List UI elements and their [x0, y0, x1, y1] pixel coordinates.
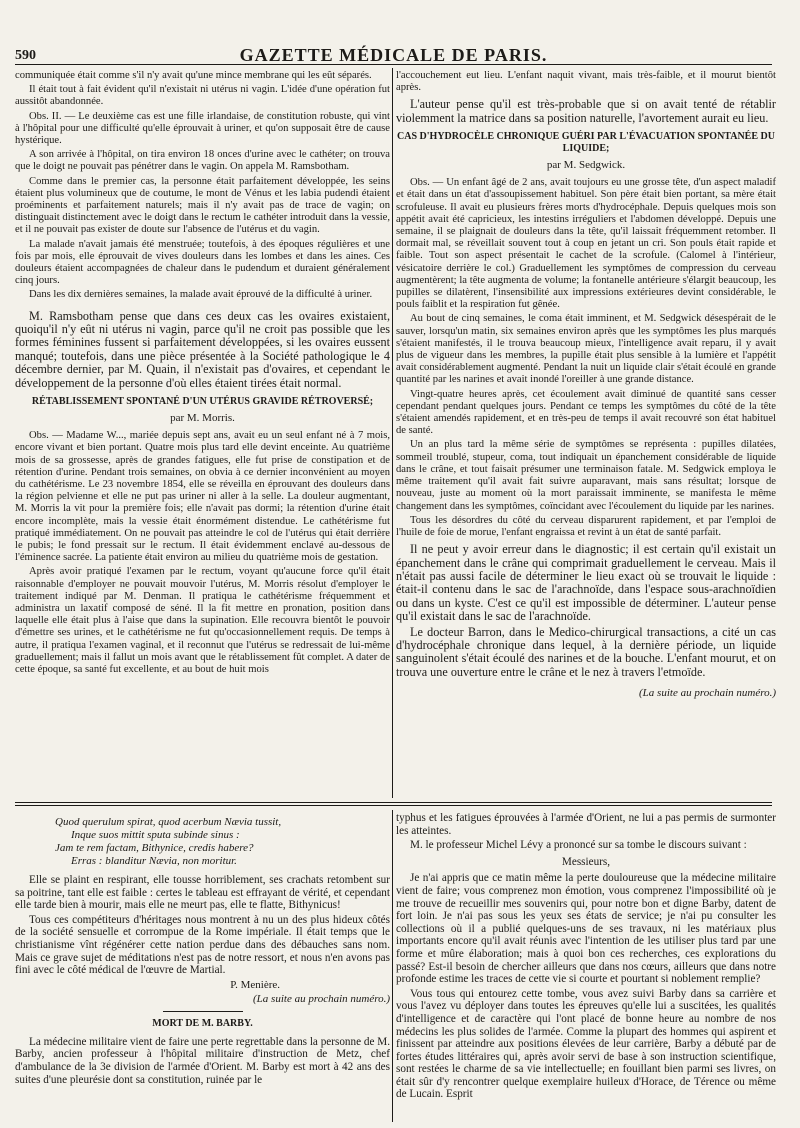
feuilleton-rule — [15, 805, 772, 806]
paragraph: Un an plus tard la même série de symptômes se représenta : pupilles dilatées, sommeil troublé, stupeur, coma, tout indiquait un épanchement considérable de liquide dans le crâne, et tout faisait présumer une terminaison fatale. M. Sedgwick employa le même traitement qu'il avait fait suivre auparavant, mais sans résultat; lorsque de nouveau, juste au moment où la mort paraissait imminente, se manifesta le même changement dans les symptômes, coïncidant avec l'écoulement du liquide par les narines. — [396, 439, 776, 512]
paragraph: Obs. — Madame W..., mariée depuis sept ans, avait eu un seul enfant né à 7 mois, encore vivant et bien portant. Quatre mois plus tard elle devint enceinte. Au quatrième mois de sa grossesse, après de grandes fatigues, elle fut prise de constipation et de rétention d'urine. Pendant trois semaines, on obvia à ce dernier inconvénient au moyen du cathétérisme. Le 23 novembre 1854, elle se réveilla en éprouvant des douleurs dans la région pelvienne et elle ne put pas uriner ni aller à la selle. La douleur augmentant, M. Morris la vit pour la première fois; elle n'avait pas dormi; la rétention d'urine était encore incomplète, mais la vessie était énormément distendue. Le cathétérisme fut pratiqué immédiatement. On ne pouvait pas atteindre le col de l'utérus qui était derrière le pubis; le fond pressait sur le rectum. Il était évidemment enclavé au-dessous de l'éminence sacrée. La patiente était environ au milieu du quatrième mois de gestation. — [15, 430, 390, 564]
paragraph: M. le professeur Michel Lévy a prononcé sur sa tombe le discours suivant : — [410, 839, 747, 852]
paragraph: l'accouchement eut lieu. L'enfant naquit vivant, mais très-faible, et il mourut bientôt après. — [396, 70, 776, 94]
feuilleton-rule — [15, 802, 772, 803]
continued-note: (La suite au prochain numéro.) — [639, 687, 776, 700]
paragraph: Obs. II. — Le deuxième cas est une fille irlandaise, de constitution robuste, qui vint à l'hôpital pour une difficulté qu'elle éprouvait à uriner, et qu'on supposait être de cause hystérique. — [15, 110, 390, 147]
column-divider-top — [392, 68, 393, 798]
paragraph: Vingt-quatre heures après, cet écoulement avait diminué de quantité sans cesser cependant pendant quelques jours. Pendant ce temps les symptômes du côté de la tête s'étaient amendés rapidement, et en très-peu de temps il avait recouvré son état habituel de santé. — [396, 388, 776, 437]
paragraph: Elle se plaint en respirant, elle tousse horriblement, ses crachats retombent sur sa poitrine, tant elle est faible : certes le tableau est effrayant de vérité, et cependant elle tarde bien à mourir, mais elle ne meurt pas, elle te flatte, Bithynicus! — [15, 874, 390, 912]
paragraph: La médecine militaire vient de faire une perte regrettable dans la personne de M. Barby, ancien professeur à l'hôpital militaire d'instruction de Metz, chef d'ambulance de la 3e division de l'armée d'Orient. M. Barby est mort à 42 ans des suites d'une pleurésie dont sa constitution, ruinée par le — [15, 1035, 390, 1086]
paragraph: Tous ces compétiteurs d'héritages nous montrent à nu un des plus hideux côtés de la société sensuelle et corrompue de la Rome impériale. Il était temps que le christianisme vînt régénérer cette nation perdue dans des débauches sans nom. Mais ce grave sujet de méditations n'est pas de notre ressort, et nous n'en avons pas fini avec le côté médical de l'œuvre de Martial. — [15, 913, 390, 977]
paragraph: Je n'ai appris que ce matin même la perte douloureuse que la médecine militaire vient de faire; vous comprenez mon émotion, vous comprenez l'impossibilité où je me trouve de recueillir mes souvenirs qui, pour notre bon et digne Barby, datent de fort loin. Je n'ai pas sous les yeux ses états de service; je n'ai pu consulter les collections où il a publié quelques-uns de ses travaux, ni les matériaux plus importants encore qu'il avait réunis avec l'intention de les utiliser plus tard par une forme et mûre élaboration; mais à quoi bon ces recherches, ces explorations du passé? Est-il besoin de chercher ailleurs que dans nos cœurs, ailleurs que dans notre profonde estime les traces de cette vie si courte et pourtant si noblement remplie? — [396, 872, 776, 986]
header-rule — [15, 64, 772, 65]
column-divider-bottom — [392, 810, 393, 1122]
article-title: CAS D'HYDROCÈLE CHRONIQUE GUÉRI PAR L'ÉVACUATION SPONTANÉE DU LIQUIDE; — [397, 131, 775, 155]
paragraph: Après avoir pratiqué l'examen par le rectum, voyant qu'aucune force qu'il était raisonnable d'employer ne pouvait mouvoir l'utérus, M. Morris résolut d'employer le traitement indiqué par M. Denman. Il pratiqua le cathétérisme fréquemment et administra un laxatif composé de séné. Il la fit mettre en pronation, position dans laquelle elle était plus à l'aise que dans la supination. Elle recouvra bientôt le pouvoir d'émettre ses urines, et le cathétérisme ne fut qu'occasionnellement requis. De temps à autre, il pratiqua l'examen vaginal, et il reconnut que l'utérus se redressait de lui-même graduellement; mais il fallut un mois avant que le rétablissement fût complet. A dater de cette époque, sa santé fut excellente, et au bout de huit mois — [15, 566, 390, 675]
paragraph: Dans les dix dernières semaines, la malade avait éprouvé de la difficulté à uriner. — [29, 289, 373, 301]
page-header — [15, 30, 772, 64]
feuilleton-right — [396, 812, 776, 1124]
obituary-title: MORT DE M. BARBY. — [152, 1017, 253, 1029]
paragraph: Il était tout à fait évident qu'il n'existait ni utérus ni vagin. L'idée d'une opération fut aussitôt abandonnée. — [15, 84, 390, 108]
paragraph: Obs. — Un enfant âgé de 2 ans, avait toujours eu une grosse tête, d'un aspect maladif et était dans un état d'assoupissement habituel. Son père était bien portant, sa mère était scrofuleuse. Il avait eu plusieurs frères morts d'hydrocéphale. Depuis quelques mois son appétit avait été capricieux, les intestins irréguliers et l'abdomen développé. Depuis une semaine, il se plaignait de douleurs dans la tête, qu'il laissait fréquemment retomber. Il dormait mal, se réveillait souvent tout à coup en jetant un cri. Son pouls était rapide et faible. Tout son aspect présentait le cachet de la scrofule. (Calomel à l'intérieur, vésicatoire derrière le col.) Graduellement les symptômes de compression du cerveau augmentèrent; la tête augmenta de volume; la fontanelle antérieure s'élargit beaucoup, les pupilles se dilatèrent, l'insensibilité aux impressions extérieures devint considérable, le pouls faiblit et la respiration fut gênée. — [396, 177, 776, 311]
divider — [163, 1011, 243, 1012]
paragraph: typhus et les fatigues éprouvées à l'armée d'Orient, ne lui a pas permis de surmonter les atteintes. — [396, 812, 776, 837]
salutation: Messieurs, — [561, 855, 611, 868]
left-column — [15, 70, 390, 798]
paragraph: Comme dans le premier cas, la personne était parfaitement développée, les seins étaient plus volumineux que de coutume, le mont de Vénus et les labia pudendi étaient proéminents et parfaitement naturels; mais il n'y avait pas de trace de vagin; on distinguait distinctement avec le doigt dans le rectum le cathéter introduit dans la vessie, et il ne pouvait pas exister de doute sur l'absence de l'utérus et du vagin. — [15, 175, 390, 236]
article-title: RÉTABLISSEMENT SPONTANÉ D'UN UTÉRUS GRAVIDE RÉTROVERSÉ; — [31, 396, 374, 408]
feuilleton-left — [15, 812, 390, 1124]
paragraph: communiquée était comme s'il n'y avait qu'une mince membrane qui les eût séparés. — [15, 70, 372, 81]
right-column — [396, 70, 776, 798]
page-number: 590 — [15, 48, 36, 63]
article-author: par M. Morris. — [170, 412, 235, 425]
article-author: par M. Sedgwick. — [546, 159, 626, 172]
paragraph-large: L'auteur pense qu'il est très-probable que si on avait tenté de rétablir violemment la matrice dans sa position naturelle, l'avortement aurait eu lieu. — [396, 97, 776, 125]
paragraph-large: Le docteur Barron, dans le Medico-chirurgical transactions, a cité un cas d'hydrocéphale chronique dans lequel, à la dernière période, un liquide sanguinolent s'était écoulé des narines et de la bouche. L'enfant mourut, et on trouva une ouverture entre le crâne et le nez à travers l'etmoïde. — [396, 624, 776, 679]
continued-note: (La suite au prochain numéro.) — [253, 992, 390, 1005]
obs-section — [15, 70, 390, 302]
paragraph: La malade n'avait jamais été menstruée; toutefois, à des époques régulières et une fois par mois, elle éprouvait de vives douleurs dans les lombes et dans les aines. Ces douleurs étaient accompagnées de chaleur dans le pudendum et duraient généralement cinq jours. — [15, 238, 390, 287]
paragraph: Au bout de cinq semaines, le coma était imminent, et M. Sedgwick désespérait de le sauver, lorsqu'un matin, six semaines environ après que les symptômes les plus marqués s'étaient manifestés, il le trouva beaucoup mieux, l'intelligence avait reparu, il y avait plus de vigueur dans les membres, la pupille était plus sensible à la lumière et l'appétit avait considérablement augmenté. Pendant la nuit un liquide clair s'était écoulé en grande quantité par les narines et avait inondé l'oreiller à une grande distance. — [396, 313, 776, 386]
paragraph-large: Il ne peut y avoir erreur dans le diagnostic; il est certain qu'il existait un épanchement dans le crâne qui comprimait graduellement le cerveau. Mais il n'était pas aussi facile de déterminer le lieu exact où se trouvait le liquide : était-il contenu dans le sac de l'arachnoïde, dans l'espace sous-arachnoïdien ou dans un kyste. C'est ce qu'il est impossible de déterminer. L'auteur pense qu'il existait dans le sac de l'arachnoïde. — [396, 542, 776, 624]
journal-title: GAZETTE MÉDICALE DE PARIS. — [239, 45, 548, 65]
paragraph: Tous les désordres du côté du cerveau disparurent rapidement, et par l'emploi de l'huile de foie de morue, l'enfant engraissa et revint à un état de santé parfait. — [396, 514, 776, 538]
paragraph-large: M. Ramsbotham pense que dans ces deux cas les ovaires existaient, quoiqu'il n'y eût ni utérus ni vagin, parce qu'il ne croit pas possible que les formes féminines fussent si parfaitement développées, si les ovaires eussent manqué; toutefois, dans une pièce présentée à la Société pathologique le 4 décembre dernier, par M. Quain, il n'existait pas d'ovaires, et cependant le développement de la personne d'où elles étaient tirées était normal. — [15, 308, 390, 390]
paragraph: A son arrivée à l'hôpital, on tira environ 18 onces d'urine avec le cathéter; on trouva que le doigt ne pouvait pas pénétrer dans le vagin. On appela M. Ramsbotham. — [15, 149, 390, 173]
paragraph: Vous tous qui entourez cette tombe, vous avez suivi Barby dans sa carrière et vous l'avez vu déployer dans toutes les épreuves qu'elle lui a suscitées, les qualités d'intelligence et de caractère qui l'ont placé de bonne heure au nombre de nos médecins les plus solides de l'armée. Comme la plupart des hommes qui aspirent et finissent par atteindre aux positions élevées de leur carrière, Barby a débuté par de fortes études littéraires qui, après avoir servi de base à son instruction scientifique, sont restées le charme de sa vie intellectuelle; en fouillant bien parmi ses livres, on était sûr d'y rencontrer quelque exemplaire huileux d'Horace, de Térence ou même de Lucain. Esprit — [396, 987, 776, 1101]
latin-verse: Quod querulum spirat, quod acerbum Nævia tussit, Inque suos mittit sputa subinde sinus : Jam te rem factam, Bithynice, credis habere? Erras : blanditur Nævia, non moritur. — [55, 816, 282, 867]
signature: P. Menière. — [230, 978, 280, 991]
